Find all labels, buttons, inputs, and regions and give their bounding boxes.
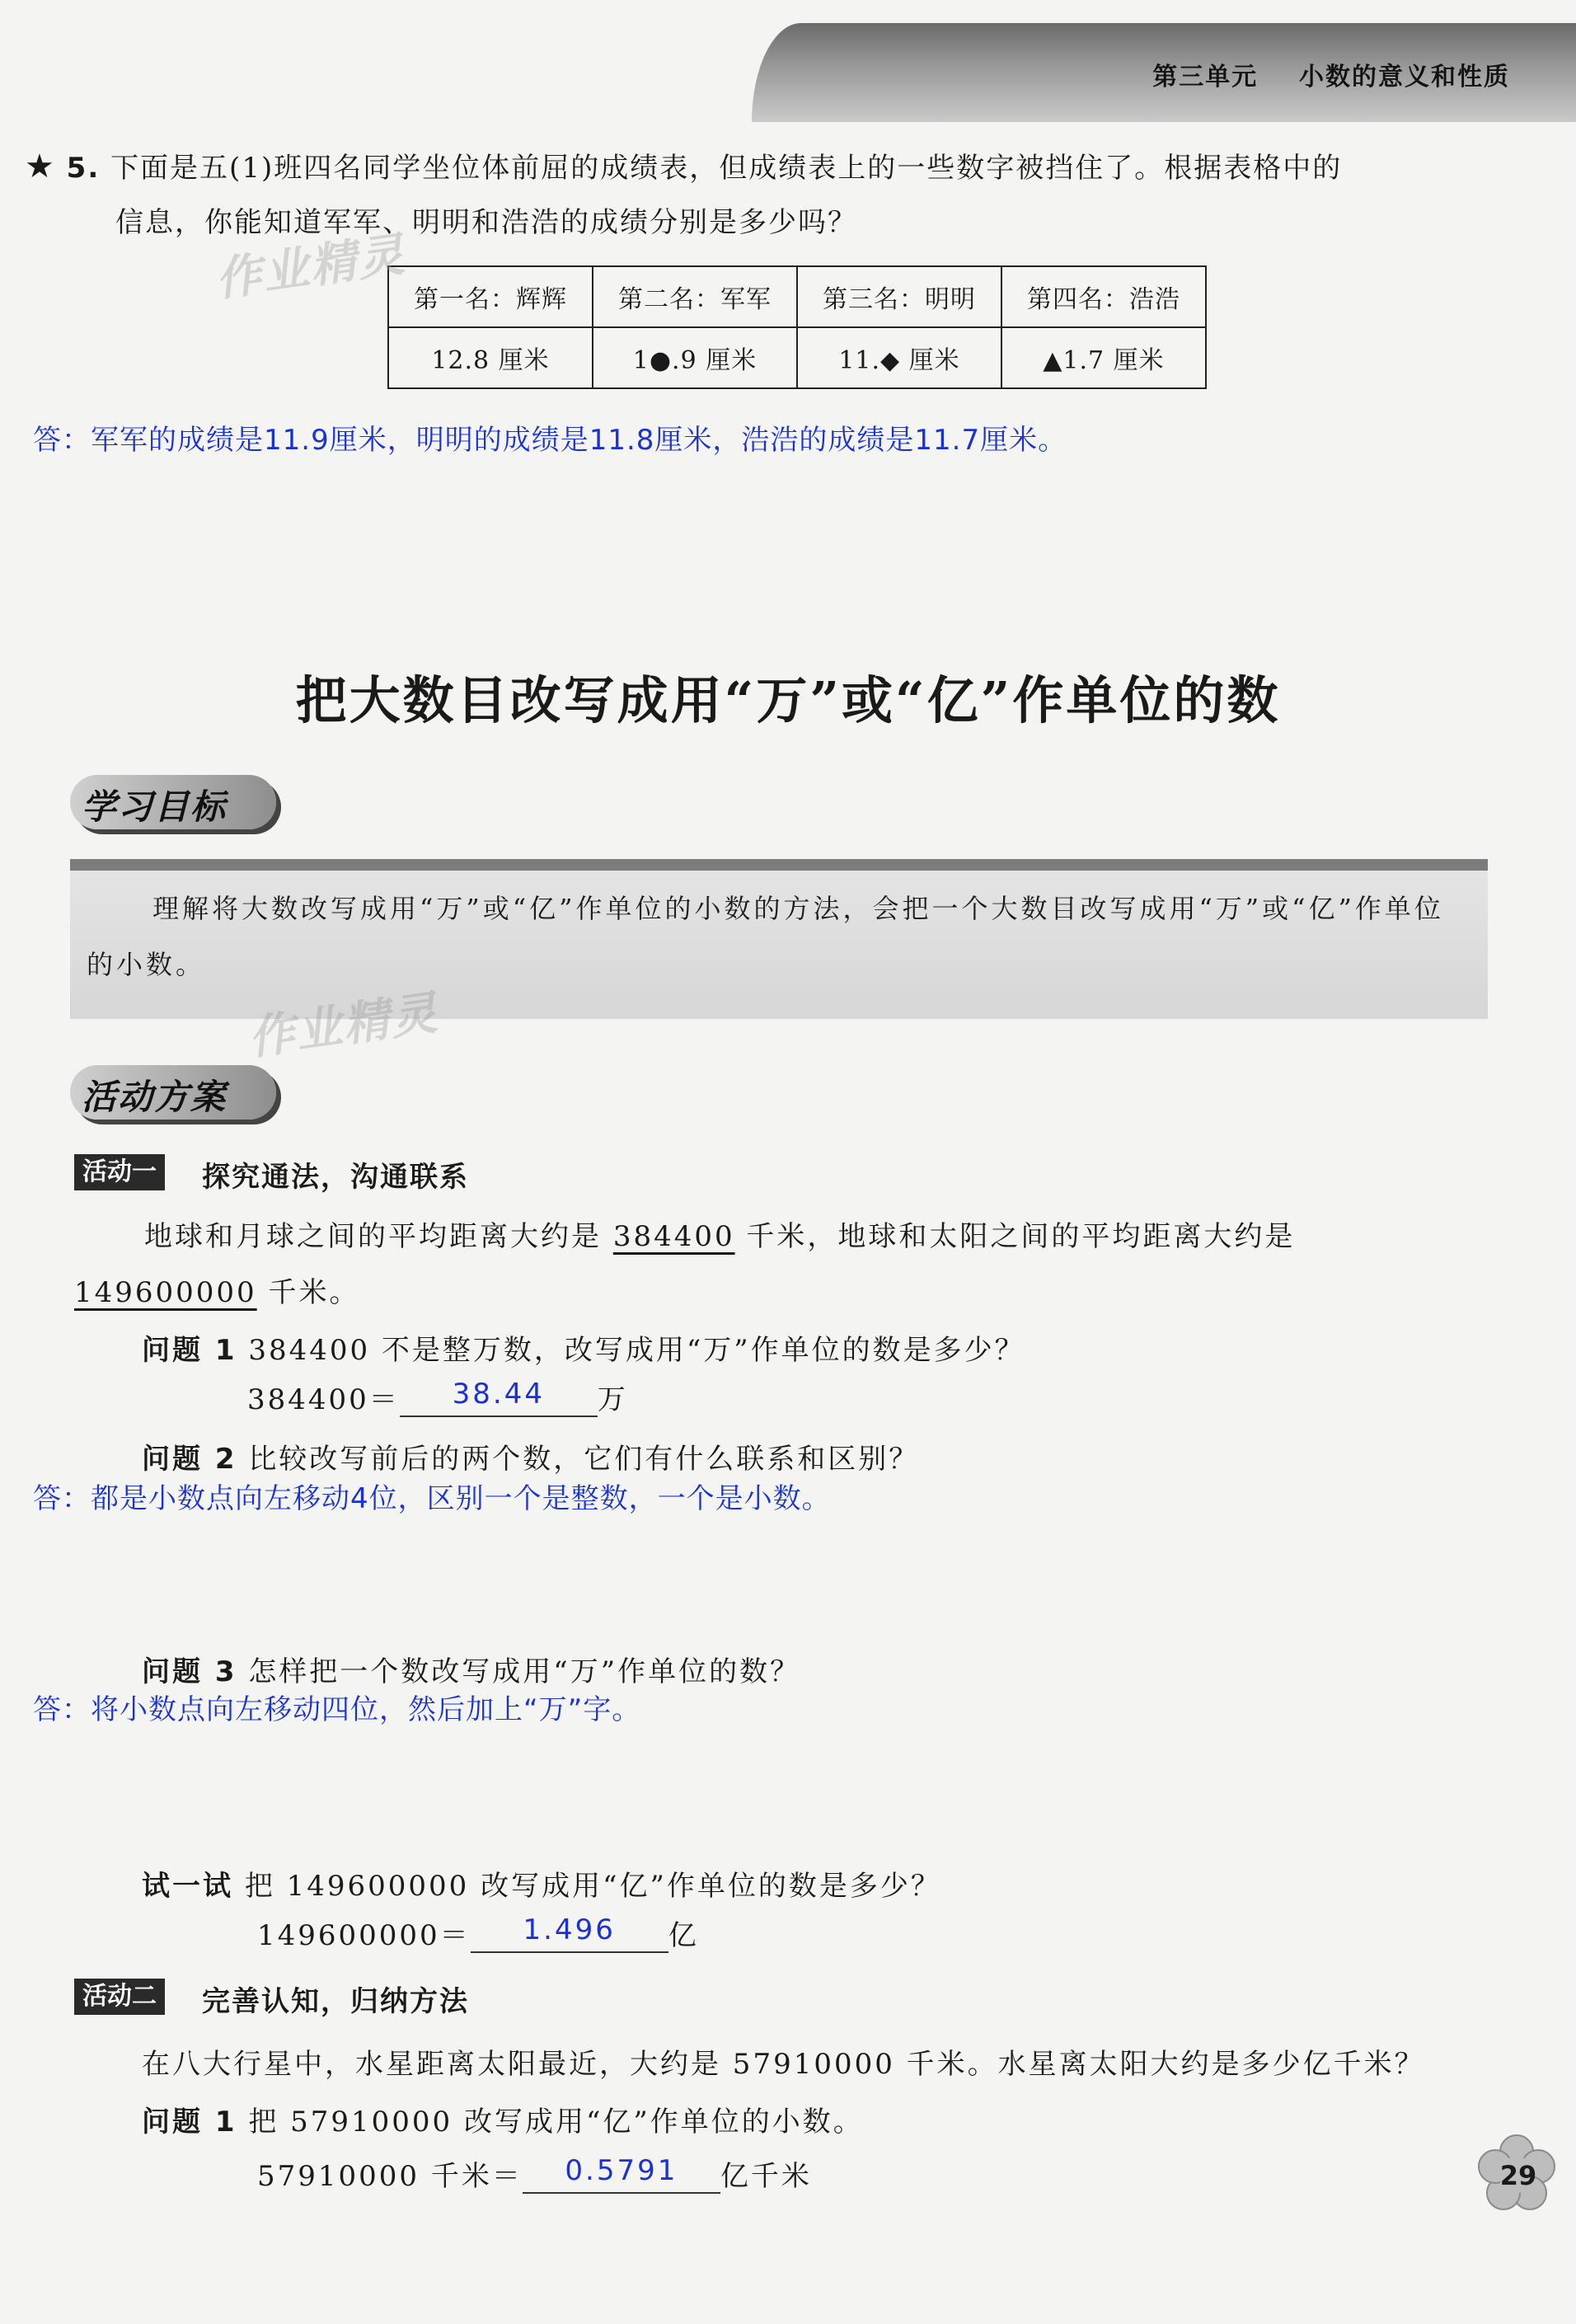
earth-sun-distance: 149600000 bbox=[74, 1276, 257, 1309]
chapter-header bbox=[1152, 56, 1510, 92]
intro-text: 地球和月球之间的平均距离大约是 bbox=[144, 1220, 602, 1253]
activity-plan-tag bbox=[70, 1065, 276, 1120]
expression: 57910000 千米＝ bbox=[257, 2160, 523, 2193]
activity-1-intro-line2 bbox=[74, 1270, 360, 1310]
page-number: 29 bbox=[1499, 2160, 1537, 2191]
intro-text: 千米。 bbox=[268, 1276, 360, 1309]
star-icon: ★ bbox=[25, 148, 56, 185]
table-cell: 第一名：辉辉 bbox=[388, 266, 593, 327]
unit: 亿千米 bbox=[720, 2160, 812, 2193]
table-cell: 12.8 厘米 bbox=[388, 327, 593, 388]
question-text: 384400 不是整万数，改写成用“万”作单位的数是多少？ bbox=[248, 1334, 1025, 1367]
earth-moon-distance: 384400 bbox=[612, 1220, 735, 1253]
activity-1-question-1-blank-row bbox=[247, 1377, 628, 1417]
question-5-line2: 信息，你能知道军军、明明和浩浩的成绩分别是多少吗？ bbox=[115, 206, 857, 239]
learning-goals-text: 理解将大数改写成用“万”或“亿”作单位的小数的方法，会把一个大数目改写成用“万”或“亿”作单位的小数。 bbox=[87, 893, 1444, 980]
tag-label: 活动方案 bbox=[82, 1077, 227, 1117]
watermark: 作业精灵 bbox=[245, 986, 443, 1066]
expression: 149600000＝ bbox=[257, 1919, 471, 1952]
tag-label: 学习目标 bbox=[82, 786, 227, 827]
table-cell: 第三名：明明 bbox=[797, 266, 1001, 327]
answer-question-3: 答：将小数点向左移动四位，然后加上“万”字。 bbox=[33, 1693, 641, 1726]
question-label: 问题 1 bbox=[142, 1334, 237, 1367]
unit: 万 bbox=[597, 1383, 628, 1416]
activity-1-question-3 bbox=[142, 1649, 800, 1689]
activity-1-title: 探究通法，沟通联系 bbox=[202, 1161, 469, 1194]
question-text: 把 57910000 改写成用“亿”作单位的小数。 bbox=[248, 2106, 864, 2139]
answer-question-2: 答：都是小数点向左移动4位，区别一个是整数，一个是小数。 bbox=[33, 1482, 831, 1515]
activity-1-label: 活动一 bbox=[74, 1154, 165, 1190]
answer-q5: 答：军军的成绩是11.9厘米，明明的成绩是11.8厘米，浩浩的成绩是11.7厘米。 bbox=[33, 424, 1067, 457]
activity-2-question-1 bbox=[142, 2099, 864, 2139]
unit: 亿 bbox=[668, 1919, 699, 1952]
filled-answer: 1.496 bbox=[523, 1913, 616, 1946]
learning-goals-tag bbox=[70, 775, 276, 829]
question-text: 下面是五(1)班四名同学坐位体前屈的成绩表，但成绩表上的一些数字被挡住了。根据表格中的 bbox=[110, 152, 1343, 185]
filled-answer: 38.44 bbox=[452, 1378, 545, 1411]
chapter-topic: 小数的意义和性质 bbox=[1299, 63, 1510, 92]
chapter-unit: 第三单元 bbox=[1152, 63, 1259, 92]
expression: 384400＝ bbox=[247, 1383, 400, 1416]
score-table bbox=[387, 265, 1207, 389]
activity-2-question-1-blank-row bbox=[257, 2153, 812, 2194]
table-cell: 第二名：军军 bbox=[593, 266, 797, 327]
watermark: 作业精灵 bbox=[212, 228, 410, 308]
question-label: 问题 2 bbox=[142, 1443, 237, 1476]
section-title: 把大数目改写成用“万”或“亿”作单位的数 bbox=[295, 670, 1281, 730]
activity-1-intro-line1 bbox=[144, 1214, 1295, 1254]
table-row bbox=[388, 327, 1206, 388]
try-label: 试一试 bbox=[142, 1870, 233, 1903]
activity-2-intro: 在八大行星中，水星距离太阳最近，大约是 57910000 千米。水星离太阳大约是多少亿千米？ bbox=[142, 2048, 1425, 2081]
table-cell: ▲1.7 厘米 bbox=[1001, 327, 1206, 388]
try-it bbox=[142, 1863, 941, 1904]
answer-blank[interactable] bbox=[471, 1913, 668, 1953]
try-it-blank-row bbox=[257, 1913, 699, 1953]
activity-2-title: 完善认知，归纳方法 bbox=[202, 1985, 469, 2018]
table-cell: 11.◆ 厘米 bbox=[797, 327, 1001, 388]
answer-blank[interactable] bbox=[523, 2154, 720, 2194]
activity-1-question-1 bbox=[142, 1327, 1025, 1368]
table-cell: 第四名：浩浩 bbox=[1001, 266, 1206, 327]
question-label: 问题 1 bbox=[142, 2106, 237, 2139]
question-5-line1 bbox=[25, 139, 1342, 196]
intro-text: 千米，地球和太阳之间的平均距离大约是 bbox=[746, 1220, 1296, 1253]
question-text: 比较改写前后的两个数，它们有什么联系和区别？ bbox=[248, 1443, 920, 1476]
question-text: 怎样把一个数改写成用“万”作单位的数？ bbox=[248, 1655, 801, 1688]
activity-2-label: 活动二 bbox=[74, 1979, 165, 2015]
table-cell: 1●.9 厘米 bbox=[593, 327, 797, 388]
learning-goals-box bbox=[70, 859, 1488, 1019]
question-label: 问题 3 bbox=[142, 1655, 237, 1688]
filled-answer: 0.5791 bbox=[565, 2154, 678, 2187]
question-number: 5. bbox=[66, 152, 101, 185]
activity-1-question-2 bbox=[142, 1436, 919, 1477]
try-text: 把 149600000 改写成用“亿”作单位的数是多少？ bbox=[244, 1870, 941, 1903]
table-header-row bbox=[388, 266, 1206, 327]
answer-blank[interactable] bbox=[400, 1378, 598, 1417]
